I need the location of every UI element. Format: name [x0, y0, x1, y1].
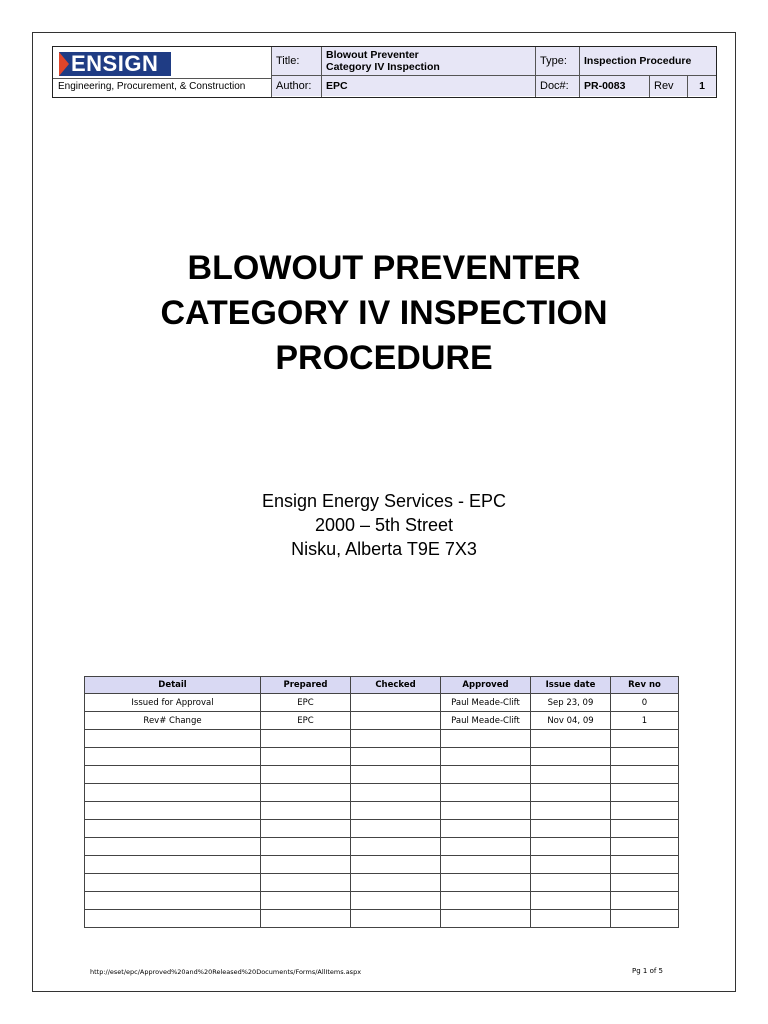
table-cell [85, 856, 261, 874]
column-header: Rev no [611, 677, 679, 694]
table-cell [351, 766, 441, 784]
table-cell [85, 766, 261, 784]
title-label: Title: [272, 47, 321, 75]
table-cell: Paul Meade-Clift [441, 694, 531, 712]
table-cell [611, 820, 679, 838]
column-header: Prepared [261, 677, 351, 694]
empty-table-row [85, 874, 679, 892]
table-cell [351, 856, 441, 874]
empty-table-row [85, 892, 679, 910]
ensign-logo [59, 52, 171, 76]
table-cell [85, 730, 261, 748]
table-cell: EPC [261, 712, 351, 730]
table-cell [611, 910, 679, 928]
title-line: CATEGORY IV INSPECTION [160, 294, 608, 332]
table-cell [261, 874, 351, 892]
address-line: Ensign Energy Services - EPC [261, 491, 507, 511]
table-cell [531, 910, 611, 928]
table-cell [531, 820, 611, 838]
footer-url: http://eset/epc/Approved%20and%20Released%20Documents/Forms/AllItems.aspx [90, 968, 362, 976]
rev-label: Rev [650, 76, 687, 96]
table-row [85, 694, 679, 712]
table-cell [531, 784, 611, 802]
document-header [52, 46, 717, 98]
table-cell [351, 820, 441, 838]
table-cell [261, 910, 351, 928]
table-cell: 0 [611, 694, 679, 712]
table-cell [531, 874, 611, 892]
empty-table-row [85, 784, 679, 802]
document-title [0, 246, 768, 381]
table-cell [611, 892, 679, 910]
table-cell [441, 820, 531, 838]
table-cell [261, 766, 351, 784]
rev-value: 1 [688, 76, 716, 96]
title-line: PROCEDURE [275, 339, 493, 377]
table-cell [85, 802, 261, 820]
table-cell [85, 910, 261, 928]
table-cell [611, 748, 679, 766]
table-cell [441, 748, 531, 766]
table-cell: Nov 04, 09 [531, 712, 611, 730]
title-line: BLOWOUT PREVENTER [187, 249, 581, 287]
table-cell [351, 802, 441, 820]
table-cell [85, 784, 261, 802]
table-row [85, 712, 679, 730]
empty-table-row [85, 856, 679, 874]
table-cell [351, 784, 441, 802]
empty-table-row [85, 748, 679, 766]
table-cell [441, 892, 531, 910]
title-value: Blowout Preventer Category IV Inspection [322, 47, 535, 75]
logo-mark-icon [59, 52, 69, 76]
empty-table-row [85, 730, 679, 748]
table-cell [531, 766, 611, 784]
table-cell [351, 910, 441, 928]
table-cell: Issued for Approval [85, 694, 261, 712]
table-cell [85, 874, 261, 892]
empty-table-row [85, 838, 679, 856]
table-cell [441, 838, 531, 856]
author-value: EPC [322, 76, 535, 96]
table-cell [85, 820, 261, 838]
type-value: Inspection Procedure [580, 47, 716, 75]
table-cell [261, 748, 351, 766]
table-cell [441, 802, 531, 820]
table-cell [351, 892, 441, 910]
table-cell [531, 856, 611, 874]
empty-table-row [85, 910, 679, 928]
doc-value: PR-0083 [580, 76, 649, 96]
table-cell: Paul Meade-Clift [441, 712, 531, 730]
address-line: Nisku, Alberta T9E 7X3 [291, 539, 477, 559]
table-cell [351, 712, 441, 730]
table-cell [441, 856, 531, 874]
table-cell [441, 730, 531, 748]
table-cell [351, 748, 441, 766]
table-cell [351, 874, 441, 892]
column-header: Approved [441, 677, 531, 694]
table-cell [611, 874, 679, 892]
table-cell [261, 784, 351, 802]
table-cell [85, 892, 261, 910]
company-address [0, 489, 768, 561]
table-cell [441, 784, 531, 802]
logo-text: ENSIGN [71, 51, 159, 76]
empty-table-row [85, 766, 679, 784]
table-cell [611, 838, 679, 856]
table-cell [531, 838, 611, 856]
table-cell [531, 802, 611, 820]
column-header: Issue date [531, 677, 611, 694]
table-cell [351, 838, 441, 856]
address-line: 2000 – 5th Street [314, 515, 454, 535]
revision-table [84, 676, 679, 928]
table-cell: Sep 23, 09 [531, 694, 611, 712]
page-number: Pg 1 of 5 [632, 967, 663, 975]
table-cell [611, 766, 679, 784]
doc-label: Doc#: [536, 76, 579, 96]
table-cell [441, 874, 531, 892]
table-cell [85, 838, 261, 856]
table-cell [261, 820, 351, 838]
table-header-row [85, 677, 679, 694]
empty-table-row [85, 820, 679, 838]
table-cell [611, 784, 679, 802]
table-cell [261, 802, 351, 820]
table-cell [261, 892, 351, 910]
column-header: Detail [85, 677, 261, 694]
author-label: Author: [272, 76, 321, 96]
table-cell [611, 802, 679, 820]
table-cell [85, 748, 261, 766]
type-label: Type: [536, 47, 579, 75]
table-cell [531, 892, 611, 910]
empty-table-row [85, 802, 679, 820]
table-cell [261, 730, 351, 748]
table-cell [441, 766, 531, 784]
logo-subtitle: Engineering, Procurement, & Construction [58, 81, 246, 92]
table-cell: 1 [611, 712, 679, 730]
column-header: Checked [351, 677, 441, 694]
table-cell [351, 694, 441, 712]
table-cell: EPC [261, 694, 351, 712]
table-cell: Rev# Change [85, 712, 261, 730]
table-cell [531, 730, 611, 748]
table-cell [611, 730, 679, 748]
table-cell [441, 910, 531, 928]
table-cell [531, 748, 611, 766]
table-cell [611, 856, 679, 874]
table-cell [261, 838, 351, 856]
table-cell [351, 730, 441, 748]
table-cell [261, 856, 351, 874]
